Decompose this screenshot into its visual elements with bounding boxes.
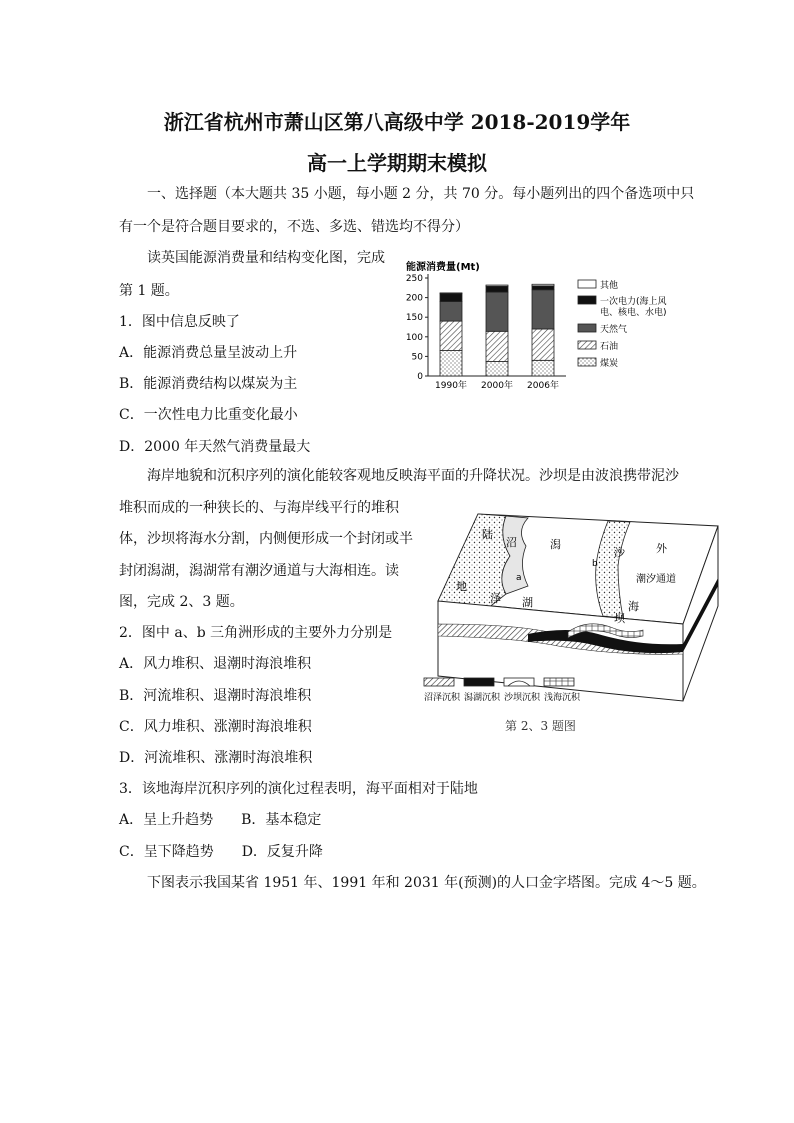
chart-ytick-label: 50 (411, 352, 423, 363)
q45-intro-text: 下图表示我国某省 1951 年、1991 年和 2031 年(预测)的人口金字塔图。完成 4～5 题。 (147, 875, 706, 891)
q2-stem: 2．图中 a、b 三角洲形成的主要外力分别是 (119, 625, 393, 641)
label-tidal-channel: 潮汐通道 (636, 574, 676, 585)
chart-legend-swatch (578, 358, 596, 366)
q1-intro-line1: 读英国能源消费量和结构变化图，完成 (147, 250, 385, 266)
document-title-line2: 高一上学期期末模拟 (307, 151, 487, 175)
q3-options-cd: C．呈下降趋势 D．反复升降 (119, 844, 323, 860)
legend-label: 潟湖沉积 (464, 693, 501, 703)
chart-bar-segment (440, 351, 462, 376)
q23-intro-line5: 图，完成 2、3 题。 (119, 594, 244, 610)
chart-legend-swatch (578, 296, 596, 304)
chart-bar-segment (440, 294, 462, 302)
chart-legend-swatch (578, 280, 596, 288)
q3-stem: 3．该地海岸沉积序列的演化过程表明，海平面相对于陆地 (119, 781, 478, 797)
q3-options-ab: A．呈上升趋势 B．基本稳定 (119, 812, 322, 828)
coastal-block-diagram (418, 506, 720, 708)
chart-ytick-label: 250 (405, 274, 423, 284)
legend-label: 浅海沉积 (544, 693, 581, 703)
chart-legend-label: 电、核电、水电) (600, 308, 667, 318)
q23-intro-line4: 封闭潟湖，潟湖常有潮汐通道与大海相连。读 (119, 563, 399, 579)
chart-ytick-label: 150 (405, 313, 423, 324)
chart-legend-label: 一次电力(海上风 (600, 297, 667, 307)
q1-intro-line2: 第 1 题。 (119, 283, 179, 299)
label-b: b (592, 559, 598, 569)
chart-bar-segment (486, 286, 508, 292)
chart-bar-segment (440, 293, 462, 294)
legend-swatch (504, 678, 534, 686)
section-instructions-line1: 一、选择题（本大题共 35 小题，每小题 2 分，共 70 分。每小题列出的四个备选项中只 (147, 186, 695, 202)
q1-option-a: A．能源消费总量呈波动上升 (119, 345, 298, 361)
legend-label: 沙坝沉积 (504, 693, 541, 703)
q1-option-b: B．能源消费结构以煤炭为主 (119, 376, 298, 392)
document-title-line1: 浙江省杭州市萧山区第八高级中学 2018-2019学年 (163, 110, 631, 134)
q2-option-b: B．河流堆积、退潮时海浪堆积 (119, 688, 312, 704)
chart-legend-label: 煤炭 (600, 359, 619, 369)
label-hu: 湖 (522, 596, 533, 609)
label-ze: 泽 (490, 592, 501, 605)
chart-legend-label: 其他 (600, 281, 619, 291)
label-di: 地 (456, 580, 467, 593)
label-lu: 陆 (482, 528, 493, 541)
energy-consumption-chart (398, 258, 696, 392)
chart-bar-segment (440, 321, 462, 350)
q2-option-c: C．风力堆积、涨潮时海浪堆积 (119, 719, 312, 735)
label-sha: 沙 (614, 546, 625, 559)
chart-bar-segment (532, 284, 554, 286)
legend-swatch (464, 678, 494, 686)
chart-bar-segment (440, 302, 462, 322)
label-hai: 海 (628, 600, 639, 613)
chart-legend-label: 天然气 (600, 325, 628, 335)
chart-ytick-label: 100 (405, 332, 423, 343)
legend-label: 沼泽沉积 (424, 693, 461, 703)
chart-ytick-label: 0 (417, 372, 423, 382)
label-xi: 潟 (550, 538, 561, 551)
legend-swatch (424, 678, 454, 686)
section-instructions-line2: 有一个是符合题目要求的，不选、多选、错选均不得分） (119, 219, 469, 235)
chart-ylabel: 能源消费量(Mt) (406, 262, 480, 273)
chart-xtick-label: 2006年 (527, 381, 559, 391)
chart-bar-segment (486, 331, 508, 361)
chart-xtick-label: 2000年 (481, 381, 513, 391)
legend-swatch (544, 678, 574, 686)
chart-bar-segment (486, 292, 508, 331)
label-zhao: 沼 (506, 536, 517, 549)
chart-xtick-label: 1990年 (435, 381, 467, 391)
q1-option-d: D．2000 年天然气消费量最大 (119, 439, 311, 455)
chart-bar-segment (532, 290, 554, 329)
q1-stem: 1．图中信息反映了 (119, 314, 240, 330)
chart-bar-segment (486, 285, 508, 286)
chart-legend-swatch (578, 341, 596, 349)
chart-bar-segment (532, 360, 554, 376)
label-ba: 坝 (614, 612, 625, 625)
chart-ytick-label: 200 (405, 293, 423, 304)
chart-bar-segment (532, 286, 554, 290)
q1-option-c: C．一次性电力比重变化最小 (119, 407, 298, 423)
figure-caption: 第 2、3 题图 (505, 719, 576, 733)
chart-bar-segment (486, 361, 508, 376)
q23-intro-line2: 堆积而成的一种狭长的、与海岸线平行的堆积 (119, 500, 399, 516)
chart-bar-segment (532, 329, 554, 360)
q23-intro-line3: 体，沙坝将海水分割，内侧便形成一个封闭或半 (119, 531, 413, 547)
q2-option-d: D．河流堆积、涨潮时海浪堆积 (119, 750, 313, 766)
label-a: a (516, 573, 522, 583)
label-wai: 外 (656, 542, 667, 555)
q2-option-a: A．风力堆积、退潮时海浪堆积 (119, 656, 312, 672)
q23-intro-line1: 海岸地貌和沉积序列的演化能较客观地反映海平面的升降状况。沙坝是由波浪携带泥沙 (147, 468, 679, 484)
chart-legend-label: 石油 (600, 342, 619, 352)
chart-legend-swatch (578, 324, 596, 332)
